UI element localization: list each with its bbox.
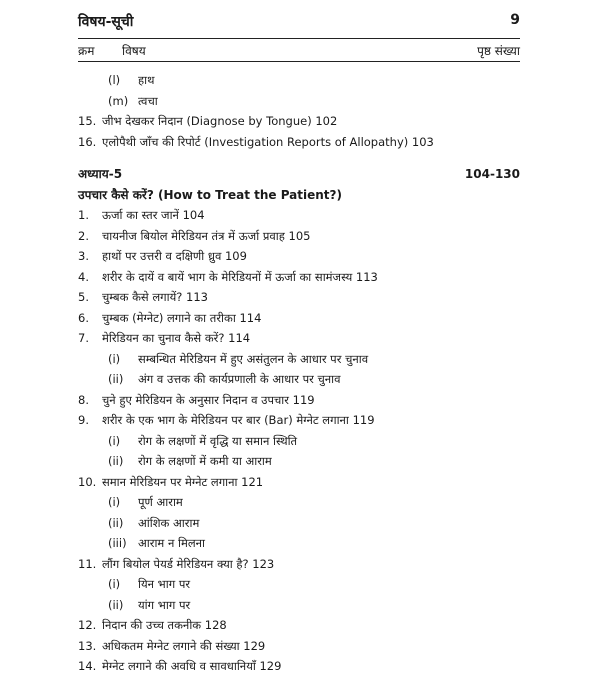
subitem-label: (ii)	[108, 515, 124, 530]
item-number: 10.	[78, 474, 97, 489]
item-text: जीभ देखकर निदान (Diagnose by Tongue) 102	[102, 114, 338, 128]
subitem-label: (i)	[108, 351, 121, 366]
item-text: चुम्बक कैसे लगायें? 113	[102, 290, 208, 304]
toc-item	[78, 267, 520, 288]
toc-item	[78, 410, 520, 431]
item-number: 16.	[78, 134, 97, 149]
toc-subitem	[78, 431, 520, 452]
subitem-label: (m)	[108, 93, 129, 108]
item-number: 12.	[78, 618, 97, 632]
item-text: मेग्नेट लगाने की अवधि व सावधानियाँ 129	[102, 659, 282, 673]
subitem-text: आंशिक आराम	[138, 515, 200, 530]
item-text: चायनीज बियोल मेरिडियन तंत्र में ऊर्जा प्रवाह 105	[102, 228, 311, 243]
item-number: 3.	[78, 249, 89, 263]
subitem-label: (i)	[108, 577, 121, 591]
subitem-text: यांग भाग पर	[138, 597, 191, 612]
chapter-heading	[78, 164, 520, 185]
toc-item	[78, 246, 520, 267]
item-text: ऊर्जा का स्तर जानें 104	[102, 208, 205, 222]
item-number: 14.	[78, 659, 97, 673]
running-head-title: विषय-सूची	[78, 14, 134, 30]
subitem-text: हाथ	[138, 73, 155, 87]
toc-item	[78, 111, 520, 132]
item-text: शरीर के दायें व बायें भाग के मेरिडियनों में ऊर्जा का सामंजस्य 113	[102, 269, 378, 284]
page-number: 9	[510, 12, 520, 28]
toc-subitem	[78, 533, 520, 554]
subitem-label: (iii)	[108, 536, 127, 550]
toc-item	[78, 308, 520, 329]
toc-item	[78, 554, 520, 575]
column-header-vishay: विषय	[122, 44, 146, 58]
item-text: लौंग बियोल पेयर्ड मेरिडियन क्या है? 123	[102, 556, 275, 571]
subitem-text: पूर्ण आराम	[138, 495, 183, 509]
column-header-krama: क्रम	[78, 44, 95, 58]
item-number: 5.	[78, 290, 89, 304]
toc-subitem	[78, 513, 520, 534]
subitem-label: (i)	[108, 495, 121, 509]
item-text: शरीर के एक भाग के मेरिडियन पर बार (Bar) मेग्नेट लगाना 119	[102, 413, 375, 427]
subitem-label: (l)	[108, 73, 121, 87]
toc-subitem	[78, 451, 520, 472]
toc-entries	[78, 205, 520, 677]
chapter-title: उपचार कैसे करें? (How to Treat the Patient?)	[78, 187, 342, 202]
toc-item	[78, 205, 520, 226]
header-rule-top	[78, 38, 520, 39]
subitem-text: अंग व उत्तक की कार्यप्रणाली के आधार पर चुनाव	[138, 372, 341, 386]
subitem-text: रोग के लक्षणों में वृद्धि या समान स्थिति	[138, 433, 298, 448]
chapter-pages: 104-130	[464, 167, 520, 181]
toc-item	[78, 287, 520, 308]
item-text: हाथों पर उत्तरी व दक्षिणी ध्रुव 109	[102, 249, 247, 263]
toc-item	[78, 328, 520, 349]
subitem-text: रोग के लक्षणों में कमी या आराम	[138, 454, 272, 468]
item-number: 6.	[78, 310, 89, 325]
item-number: 11.	[78, 556, 97, 571]
subitem-label: (ii)	[108, 454, 124, 468]
item-number: 7.	[78, 331, 89, 345]
toc-subitem	[78, 492, 520, 513]
header-rule-bottom	[78, 61, 520, 62]
item-text: चुम्बक (मेग्नेट) लगाने का तरीका 114	[102, 310, 262, 325]
subitem-label: (ii)	[108, 372, 124, 386]
item-text: मेरिडियन का चुनाव कैसे करें? 114	[102, 331, 251, 345]
item-number: 9.	[78, 413, 89, 427]
item-number: 2.	[78, 228, 89, 243]
toc-body	[78, 70, 520, 677]
subitem-label: (ii)	[108, 597, 124, 612]
chapter-label: अध्याय-5	[78, 167, 123, 181]
item-number: 15.	[78, 114, 97, 128]
item-number: 13.	[78, 638, 97, 653]
item-text: निदान की उच्च तकनीक 128	[102, 618, 227, 632]
toc-item	[78, 472, 520, 493]
toc-item	[78, 132, 520, 153]
toc-item	[78, 390, 520, 411]
toc-subitem	[78, 369, 520, 390]
toc-item	[78, 656, 520, 677]
item-number: 8.	[78, 392, 89, 407]
item-text: समान मेरिडियन पर मेग्नेट लगाना 121	[102, 474, 264, 489]
toc-item	[78, 226, 520, 247]
subitem-label: (i)	[108, 433, 121, 448]
subitem-text: सम्बन्धित मेरिडियन में हुए असंतुलन के आधार पर चुनाव	[138, 351, 369, 366]
item-text: चुने हुए मेरिडियन के अनुसार निदान व उपचार 119	[102, 392, 315, 407]
subitem-text: यिन भाग पर	[138, 577, 191, 591]
subitem-text: त्वचा	[138, 93, 158, 108]
toc-subitem	[78, 91, 520, 112]
column-header-page: पृष्ठ संख्या	[477, 44, 520, 58]
item-text: एलोपैथी जाँच की रिपोर्ट (Investigation Reports of Allopathy) 103	[102, 134, 434, 149]
toc-subitem	[78, 349, 520, 370]
item-number: 1.	[78, 208, 89, 222]
toc-item	[78, 636, 520, 657]
toc-subitem	[78, 70, 520, 91]
subitem-text: आराम न मिलना	[138, 536, 206, 550]
toc-subitem	[78, 574, 520, 595]
section-gap	[78, 152, 520, 164]
toc-subitem	[78, 595, 520, 616]
item-text: अधिकतम मेग्नेट लगाने की संख्या 129	[102, 638, 266, 653]
toc-item	[78, 615, 520, 636]
item-number: 4.	[78, 269, 89, 284]
